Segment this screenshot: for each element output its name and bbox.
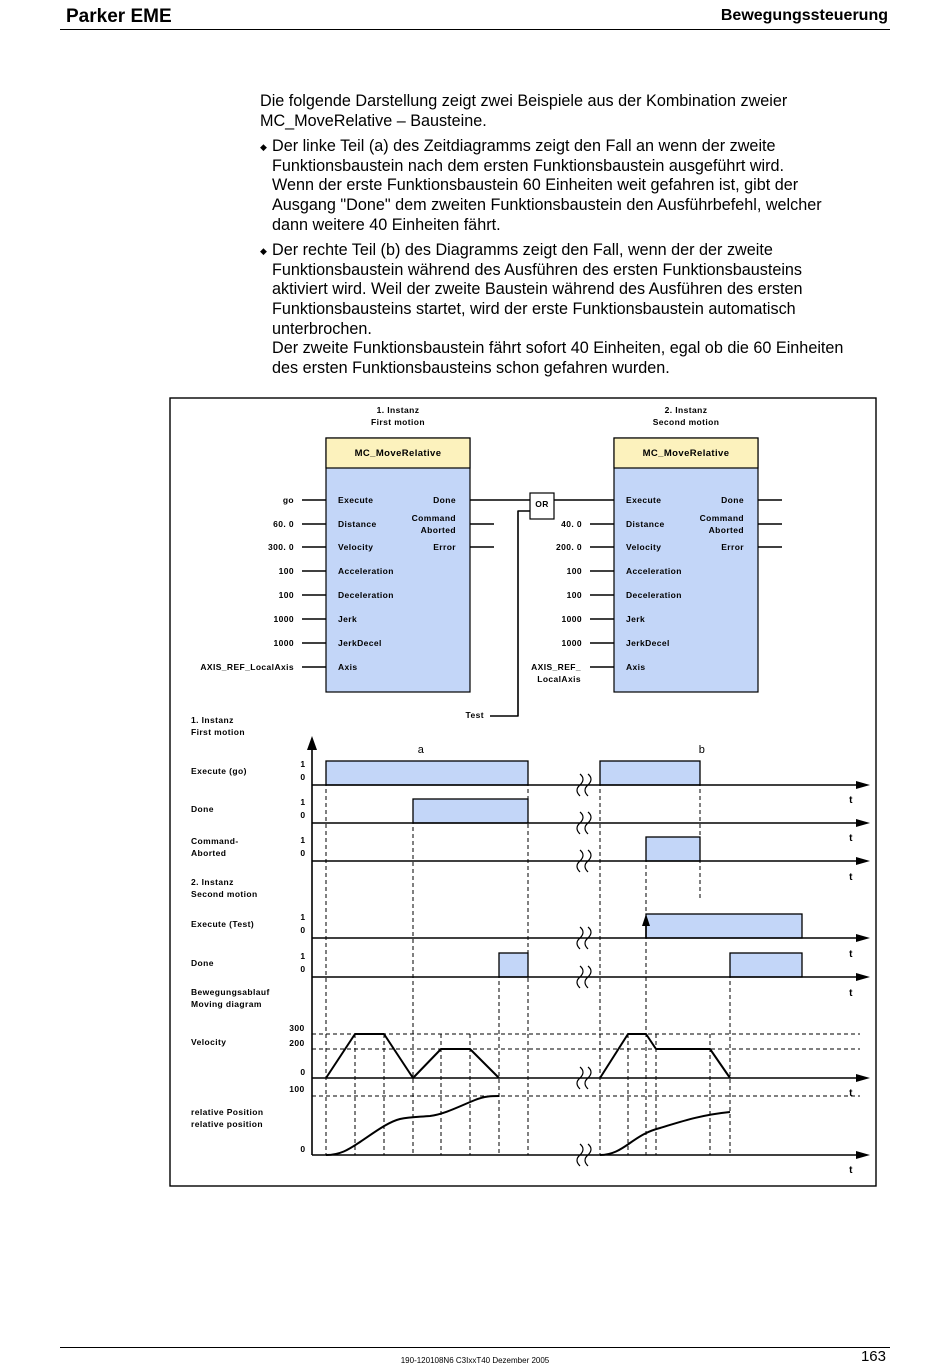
time-axis-label: t xyxy=(849,1165,853,1176)
level-low-label: 0 xyxy=(300,772,306,782)
footer-doc-id: 190-120108N6 C3IxxT40 Dezember 2005 xyxy=(400,1356,550,1365)
signal-pulse xyxy=(730,953,802,977)
case-b-label: b xyxy=(698,744,706,756)
function-block-body xyxy=(326,438,470,692)
bullet-line: Funktionsbaustein während des Ausführen des ersten Funktionsbausteins xyxy=(272,260,803,279)
bullet-diamond-icon: ◆ xyxy=(260,142,267,153)
block-input-label: JerkDecel xyxy=(626,638,670,648)
block-input-value: 40. 0 xyxy=(561,519,582,529)
time-axis-label: t xyxy=(849,949,853,960)
block-input-label: Execute xyxy=(338,495,374,505)
level-high-label: 1 xyxy=(300,797,306,807)
position-tick-label: 100 xyxy=(289,1084,305,1094)
block-input-label: Velocity xyxy=(626,542,662,552)
level-high-label: 1 xyxy=(300,951,306,961)
block-input-value: AXIS_REF_ xyxy=(531,662,581,672)
velocity-tick-label: 0 xyxy=(300,1067,306,1077)
bullet-line: Der rechte Teil (b) des Diagramms zeigt den Fall, wenn der der zweite xyxy=(272,241,773,260)
block-input-label: Distance xyxy=(626,519,665,529)
time-axis-arrow xyxy=(856,857,870,865)
level-low-label: 0 xyxy=(300,848,306,858)
block-input-value: LocalAxis xyxy=(537,674,581,684)
block-input-value: 100 xyxy=(278,566,294,576)
level-low-label: 0 xyxy=(300,810,306,820)
bullet-line: Wenn der erste Funktionsbaustein 60 Einheiten weit gefahren ist, gibt der xyxy=(272,176,799,195)
block-input-value: 100 xyxy=(566,590,582,600)
block-input-value: 100 xyxy=(278,590,294,600)
signal-label: relative position xyxy=(191,1119,263,1129)
function-block-body xyxy=(614,438,758,692)
block-input-label: Acceleration xyxy=(626,566,682,576)
level-high-label: 1 xyxy=(300,759,306,769)
block-input-value: 1000 xyxy=(273,638,294,648)
block-output-label: Done xyxy=(721,495,744,505)
position-tick-label: 0 xyxy=(300,1144,306,1154)
timing-group-label: 1. Instanz xyxy=(191,715,234,725)
level-high-label: 1 xyxy=(300,912,306,922)
block-input-label: Deceleration xyxy=(626,590,682,600)
bullet-line: Ausgang "Done" dem zweiten Funktionsbaustein den Ausführbefehl, welcher xyxy=(272,195,822,214)
intro-line: MC_MoveRelative – Bausteine. xyxy=(260,111,487,130)
block-input-value: 200. 0 xyxy=(555,542,582,552)
time-axis-label: t xyxy=(849,872,853,883)
block-instance-label: 1. Instanz xyxy=(376,405,420,415)
test-input-label: Test xyxy=(465,710,484,720)
time-axis-arrow xyxy=(856,934,870,942)
signal-pulse xyxy=(600,761,700,785)
level-high-label: 1 xyxy=(300,835,306,845)
block-input-label: Axis xyxy=(338,662,358,672)
bullet-line: Funktionsbausteins startet, wird der erste Funktionsbaustein automatisch xyxy=(272,299,796,318)
level-low-label: 0 xyxy=(300,964,306,974)
block-output-label: Command xyxy=(699,513,744,523)
block-input-label: Acceleration xyxy=(338,566,394,576)
figure-frame xyxy=(170,398,876,1186)
bullet-line: Funktionsbaustein nach dem ersten Funktionsbaustein ausgeführt wird. xyxy=(272,156,785,175)
block-input-value: 100 xyxy=(566,566,582,576)
signal-label: Command- xyxy=(191,836,239,846)
bullet-line: Der zweite Funktionsbaustein fährt sofort 40 Einheiten, egal ob die 60 Einheiten xyxy=(272,339,844,358)
timing-group-label: Second motion xyxy=(191,889,258,899)
intro-line: Die folgende Darstellung zeigt zwei Beispiele aus der Kombination zweier xyxy=(260,92,788,110)
block-input-label: Distance xyxy=(338,519,377,529)
vertical-axis-arrow xyxy=(307,736,317,750)
position-trace-a xyxy=(326,1096,499,1155)
signal-label: Done xyxy=(191,958,214,968)
block-output-label: Error xyxy=(433,542,456,552)
block-input-value: AXIS_REF_LocalAxis xyxy=(200,662,294,672)
block-input-label: Velocity xyxy=(338,542,374,552)
block-input-value: go xyxy=(282,495,294,505)
case-a-label: a xyxy=(417,744,425,756)
time-axis-label: t xyxy=(849,833,853,844)
page-number: 163 xyxy=(860,1348,886,1365)
bullet-line: Der linke Teil (a) des Zeitdiagramms zeigt den Fall an wenn der zweite xyxy=(272,137,776,156)
block-output-label: Error xyxy=(721,542,744,552)
time-axis-arrow xyxy=(856,973,870,981)
signal-pulse xyxy=(646,837,700,861)
velocity-tick-label: 300 xyxy=(289,1023,305,1033)
time-axis-arrow xyxy=(856,781,870,789)
bullet-diamond-icon: ◆ xyxy=(260,246,267,257)
function-block-title: MC_MoveRelative xyxy=(642,448,730,459)
signal-label: Aborted xyxy=(191,848,227,858)
bullet-line: des ersten Funktionsbausteins schon gefahren wurden. xyxy=(272,358,670,377)
time-axis-arrow xyxy=(856,819,870,827)
signal-label: Execute (Test) xyxy=(191,919,255,929)
block-input-label: Deceleration xyxy=(338,590,394,600)
block-input-label: Execute xyxy=(626,495,662,505)
velocity-tick-label: 200 xyxy=(289,1038,305,1048)
signal-pulse xyxy=(646,914,802,938)
time-axis-arrow xyxy=(856,1074,870,1082)
function-block-title: MC_MoveRelative xyxy=(354,448,442,459)
block-input-value: 60. 0 xyxy=(273,519,294,529)
bullet-line: dann weitere 40 Einheiten fährt. xyxy=(272,215,501,234)
test-input-wire xyxy=(490,511,530,716)
signal-label: relative Position xyxy=(191,1107,264,1117)
page-header-company: Parker EME xyxy=(66,6,172,27)
level-low-label: 0 xyxy=(300,925,306,935)
signal-label: Execute (go) xyxy=(191,766,247,776)
block-input-value: 300. 0 xyxy=(267,542,294,552)
or-gate-label: OR xyxy=(535,499,549,509)
timing-group-label: Moving diagram xyxy=(191,999,262,1009)
block-input-label: Jerk xyxy=(626,614,646,624)
signal-pulse xyxy=(413,799,528,823)
time-axis-arrow xyxy=(856,1151,870,1159)
bullet-line: aktiviert wird. Weil der zweite Baustein während des Ausführen des ersten xyxy=(272,280,803,299)
block-input-value: 1000 xyxy=(273,614,294,624)
footer-rule xyxy=(60,1347,890,1348)
timing-group-label: 2. Instanz xyxy=(191,877,234,887)
signal-label: Velocity xyxy=(191,1037,227,1047)
time-axis-label: t xyxy=(849,988,853,999)
block-output-label: Aborted xyxy=(708,525,744,535)
block-instance-label: 2. Instanz xyxy=(664,405,708,415)
block-output-label: Done xyxy=(433,495,456,505)
timing-group-label: First motion xyxy=(191,727,245,737)
block-input-label: Jerk xyxy=(338,614,358,624)
block-input-value: 1000 xyxy=(561,614,582,624)
block-output-label: Command xyxy=(411,513,456,523)
block-input-label: Axis xyxy=(626,662,646,672)
signal-pulse xyxy=(326,761,528,785)
time-axis-label: t xyxy=(849,795,853,806)
bullet-line: unterbrochen. xyxy=(272,319,372,338)
signal-pulse xyxy=(499,953,528,977)
block-input-label: JerkDecel xyxy=(338,638,382,648)
block-instance-label: Second motion xyxy=(652,417,720,427)
block-input-value: 1000 xyxy=(561,638,582,648)
block-instance-label: First motion xyxy=(371,417,425,427)
page-header-section: Bewegungssteuerung xyxy=(720,7,888,24)
timing-group-label: Bewegungsablauf xyxy=(191,987,270,997)
time-axis-label: t xyxy=(849,1088,853,1099)
block-output-label: Aborted xyxy=(420,525,456,535)
signal-label: Done xyxy=(191,804,214,814)
